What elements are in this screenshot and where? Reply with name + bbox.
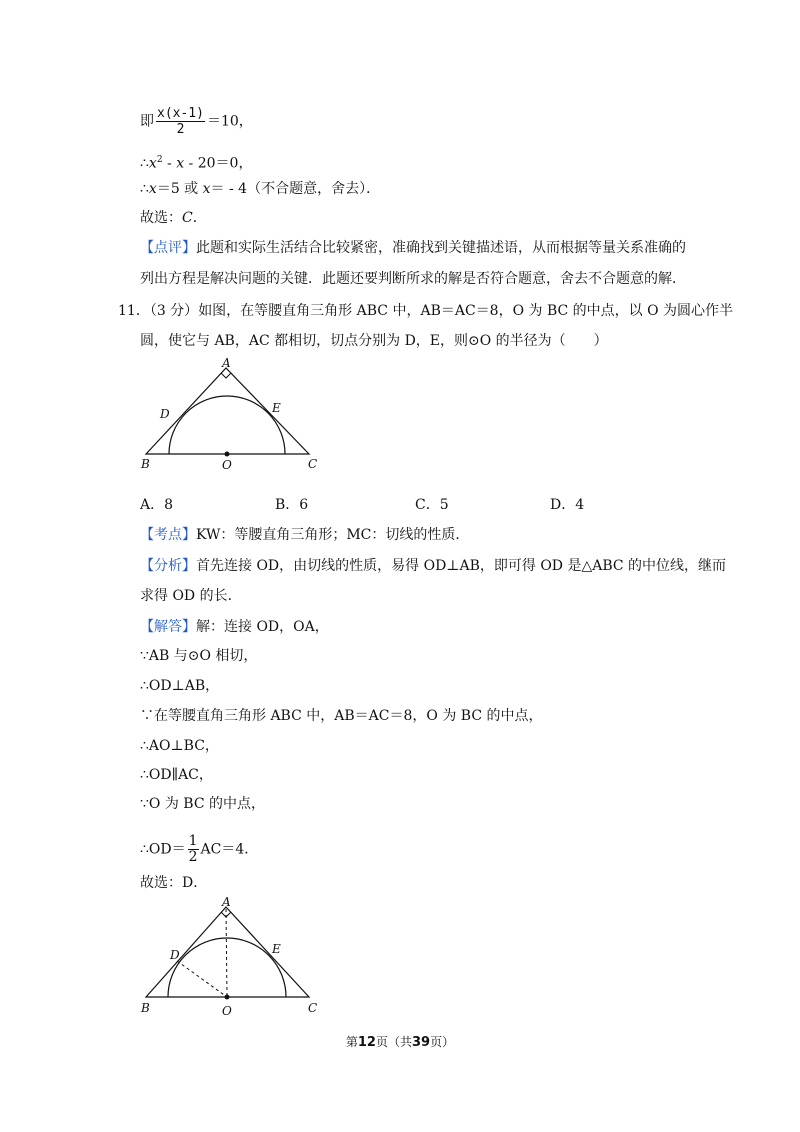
solution-step-1: ∵AB 与⊙O 相切， <box>140 648 258 664</box>
answer-suffix: ． <box>192 210 207 226</box>
label-o: O <box>222 458 232 471</box>
kaodian-line <box>140 525 469 545</box>
solution-step-2: ∴OD⊥AB， <box>140 678 220 694</box>
therefore-symbol: ∴ <box>140 181 149 197</box>
label-a: A <box>222 356 231 370</box>
equation-part: ＝5 或 <box>156 181 203 197</box>
line-prefix: 即 <box>140 113 154 130</box>
question-text: 圆，使它与 AB，AC 都相切，切点分别为 D，E，则⊙O 的半径为（ ） <box>140 333 608 349</box>
center-point-o <box>225 995 230 1000</box>
figure-solution <box>138 895 328 1020</box>
fenxi-text: 首先连接 OD，由切线的性质，易得 OD⊥AB，即可得 OD 是△ABC 的中位线，继而 <box>196 558 727 574</box>
page-footer <box>0 1033 800 1052</box>
fenxi-line-1 <box>140 556 726 576</box>
equation-line-1 <box>140 106 253 137</box>
fraction-half <box>188 834 199 865</box>
question-line-1 <box>118 301 733 321</box>
semicircle <box>169 396 285 454</box>
solution-step-7 <box>140 834 258 865</box>
fraction <box>156 106 205 137</box>
comment-text: 列出方程是解决问题的关键．此题还要判断所求的解是否符合题意，舍去不合题意的解． <box>140 271 686 287</box>
jieda-tag: 【解答】 <box>140 619 196 635</box>
step-suffix: AC＝4． <box>200 841 259 858</box>
question-number: 11． <box>118 303 150 319</box>
variable-x: x <box>176 155 185 172</box>
equation-part: - <box>162 155 177 172</box>
comment-line-2 <box>140 269 686 289</box>
question-line-2 <box>140 331 608 351</box>
label-c: C <box>308 1001 318 1015</box>
footer-text: 第 <box>345 1035 358 1049</box>
option-d: D．4 <box>550 497 585 513</box>
solution-step-5: ∴OD∥AC， <box>140 767 213 783</box>
option-c: C．5 <box>415 497 449 513</box>
kaodian-tag: 【考点】 <box>140 527 196 543</box>
fraction-numerator: 1 <box>188 833 198 849</box>
equation-part: - 20＝0， <box>184 155 253 172</box>
answer-prefix: 故选： <box>140 210 182 226</box>
fraction-numerator: x(x-1) <box>157 106 204 121</box>
option-a: A．8 <box>140 497 174 513</box>
fraction-denominator: 2 <box>176 122 185 137</box>
answer-line-prev <box>140 208 207 228</box>
variable-x: x <box>148 155 157 172</box>
comment-tag: 【点评】 <box>140 240 196 256</box>
variable-x: x <box>202 181 211 197</box>
option-b: B．6 <box>275 497 309 513</box>
question-text: 如图，在等腰直角三角形 ABC 中，AB＝AC＝8，O 为 BC 的中点，以 O 为圆心作半 <box>198 303 734 319</box>
equation-line-2 <box>140 150 252 174</box>
segment-oa <box>226 909 227 997</box>
answer-choice: C <box>182 210 193 226</box>
fraction-denominator: 2 <box>188 849 198 865</box>
variable-x: x <box>148 181 157 197</box>
label-d: D <box>170 948 180 962</box>
kaodian-text: KW：等腰直角三角形；MC：切线的性质． <box>196 527 470 543</box>
therefore-symbol: ∴ <box>140 155 149 172</box>
label-c: C <box>308 457 318 471</box>
final-choice: 故选：D． <box>140 875 208 891</box>
jieda-text: 解：连接 OD，OA， <box>196 619 329 635</box>
fenxi-tag: 【分析】 <box>140 558 196 574</box>
comment-line-1 <box>140 238 686 258</box>
label-a: A <box>222 895 231 909</box>
label-e: E <box>272 401 281 415</box>
fenxi-text: 求得 OD 的长． <box>140 588 242 604</box>
exponent: 2 <box>156 155 163 165</box>
label-o: O <box>222 1004 232 1018</box>
label-d: D <box>160 407 170 421</box>
equation-rhs: ＝10， <box>206 113 253 130</box>
total-pages: 39 <box>412 1035 431 1050</box>
equation-line-3 <box>140 179 380 199</box>
step-prefix: ∴OD＝ <box>140 841 186 858</box>
equation-part: ＝ - 4（不合题意，舍去）． <box>210 181 381 197</box>
label-b: B <box>141 1001 150 1015</box>
question-score: （3 分） <box>149 303 199 319</box>
segment-od <box>177 961 227 997</box>
label-b: B <box>141 457 150 471</box>
solution-step-4: ∴AO⊥BC， <box>140 738 219 754</box>
figure-triangle-semicircle <box>138 356 328 471</box>
comment-text: 此题和实际生活结合比较紧密，准确找到关键描述语，从而根据等量关系准确的 <box>196 240 686 256</box>
solution-step-6: ∵O 为 BC 的中点， <box>140 796 265 812</box>
fenxi-line-2 <box>140 586 242 606</box>
center-point-o <box>225 452 230 457</box>
label-e: E <box>272 942 281 956</box>
solution-step-3: ∵在等腰直角三角形 ABC 中，AB＝AC＝8，O 为 BC 的中点， <box>140 708 543 724</box>
jieda-line <box>140 617 329 637</box>
footer-text: 页（共 <box>375 1035 412 1049</box>
page-number: 12 <box>357 1035 376 1050</box>
right-angle-mark <box>221 373 231 378</box>
footer-text: 页） <box>430 1035 455 1049</box>
